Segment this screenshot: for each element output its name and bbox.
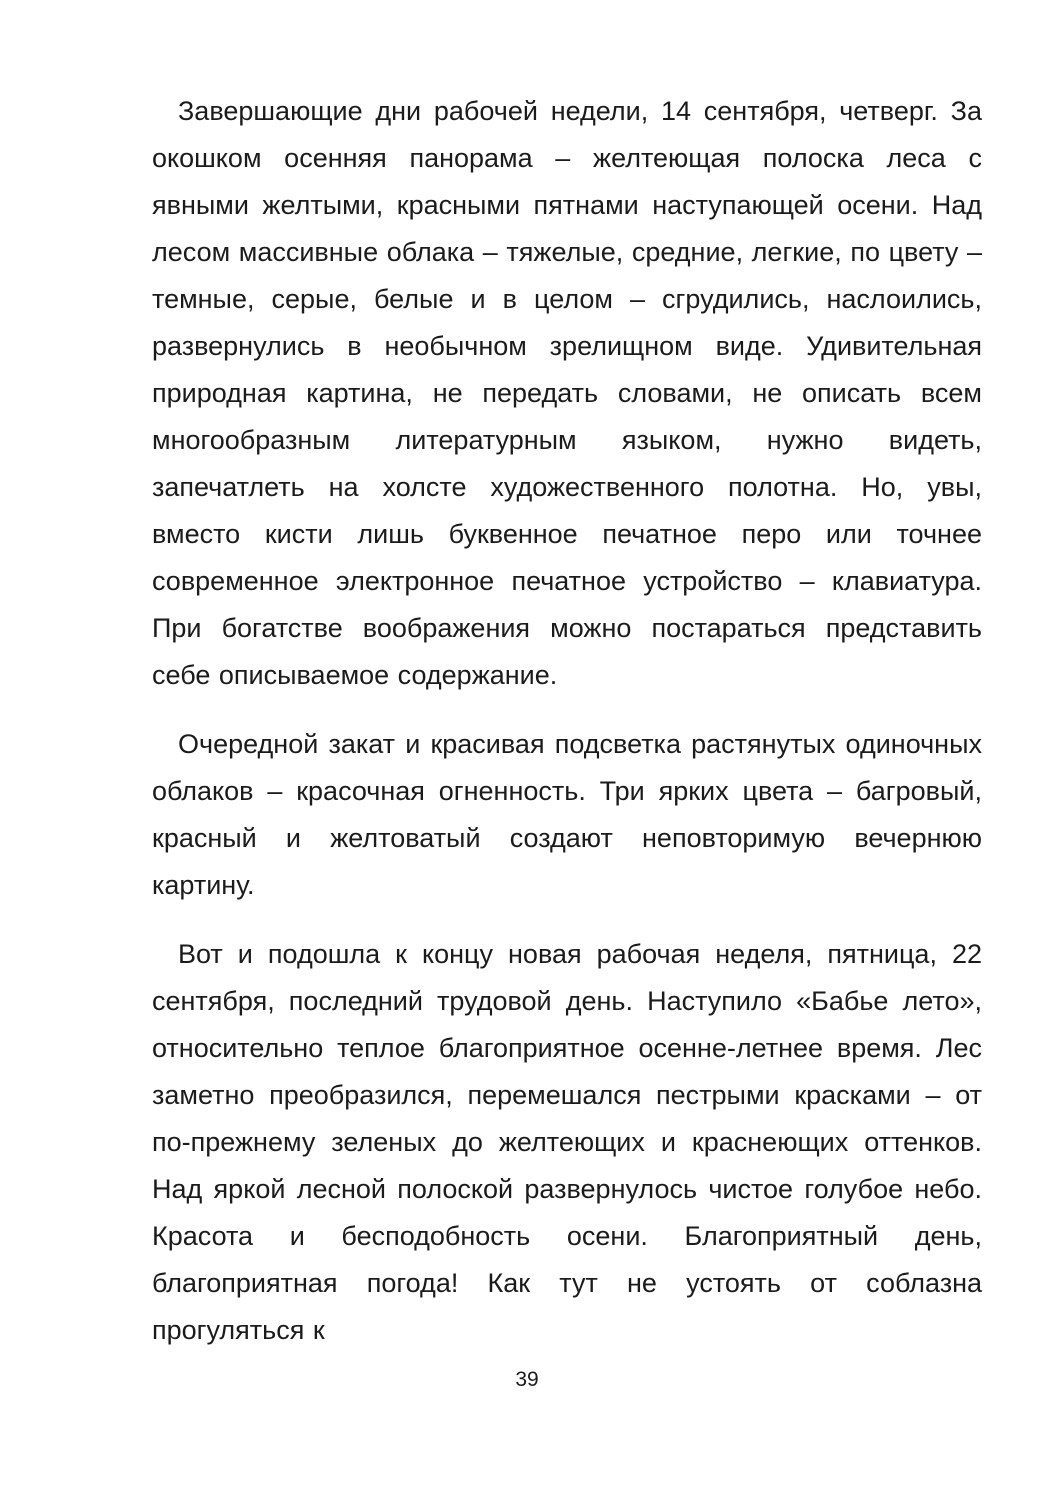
body-text — [152, 88, 982, 1376]
paragraph-1: Завершающие дни рабочей недели, 14 сентября, четверг. За окошком осенняя панорама – желтеющая полоска леса с явными желтыми, красными пятнами наступающей осени. Над лесом массивные облака – тяжелые, средние, легкие, по цвету – темные, серые, белые и в целом – сгрудились, наслоились, развернулись в необычном зрелищном виде. Удивительная природная картина, не передать словами, не описать всем многообразным литературным языком, нужно видеть, запечатлеть на холсте художественного полотна. Но, увы, вместо кисти лишь буквенное печатное перо или точнее современное электронное печатное устройство – клавиатура. При богатстве воображения можно постараться представить себе описываемое содержание. — [152, 96, 982, 690]
paragraph-2: Очередной закат и красивая подсветка растянутых одиночных облаков – красочная огненность. Три ярких цвета – багровый, красный и желтоватый создают неповторимую вечернюю картину. — [152, 729, 982, 900]
paragraph-3: Вот и подошла к концу новая рабочая неделя, пятница, 22 сентября, последний трудовой день. Наступило «Бабье лето», относительно теплое благоприятное осенне-летнее время. Лес заметно преобразился, перемешался пестрыми красками – от по-прежнему зеленых до желтеющих и краснеющих оттенков. Над яркой лесной полоской развернулось чистое голубое небо. Красота и бесподобность осени. Благоприятный день, благоприятная погода! Как тут не устоять от соблазна прогуляться к — [152, 939, 982, 1345]
page-number: 39 — [515, 1368, 539, 1391]
